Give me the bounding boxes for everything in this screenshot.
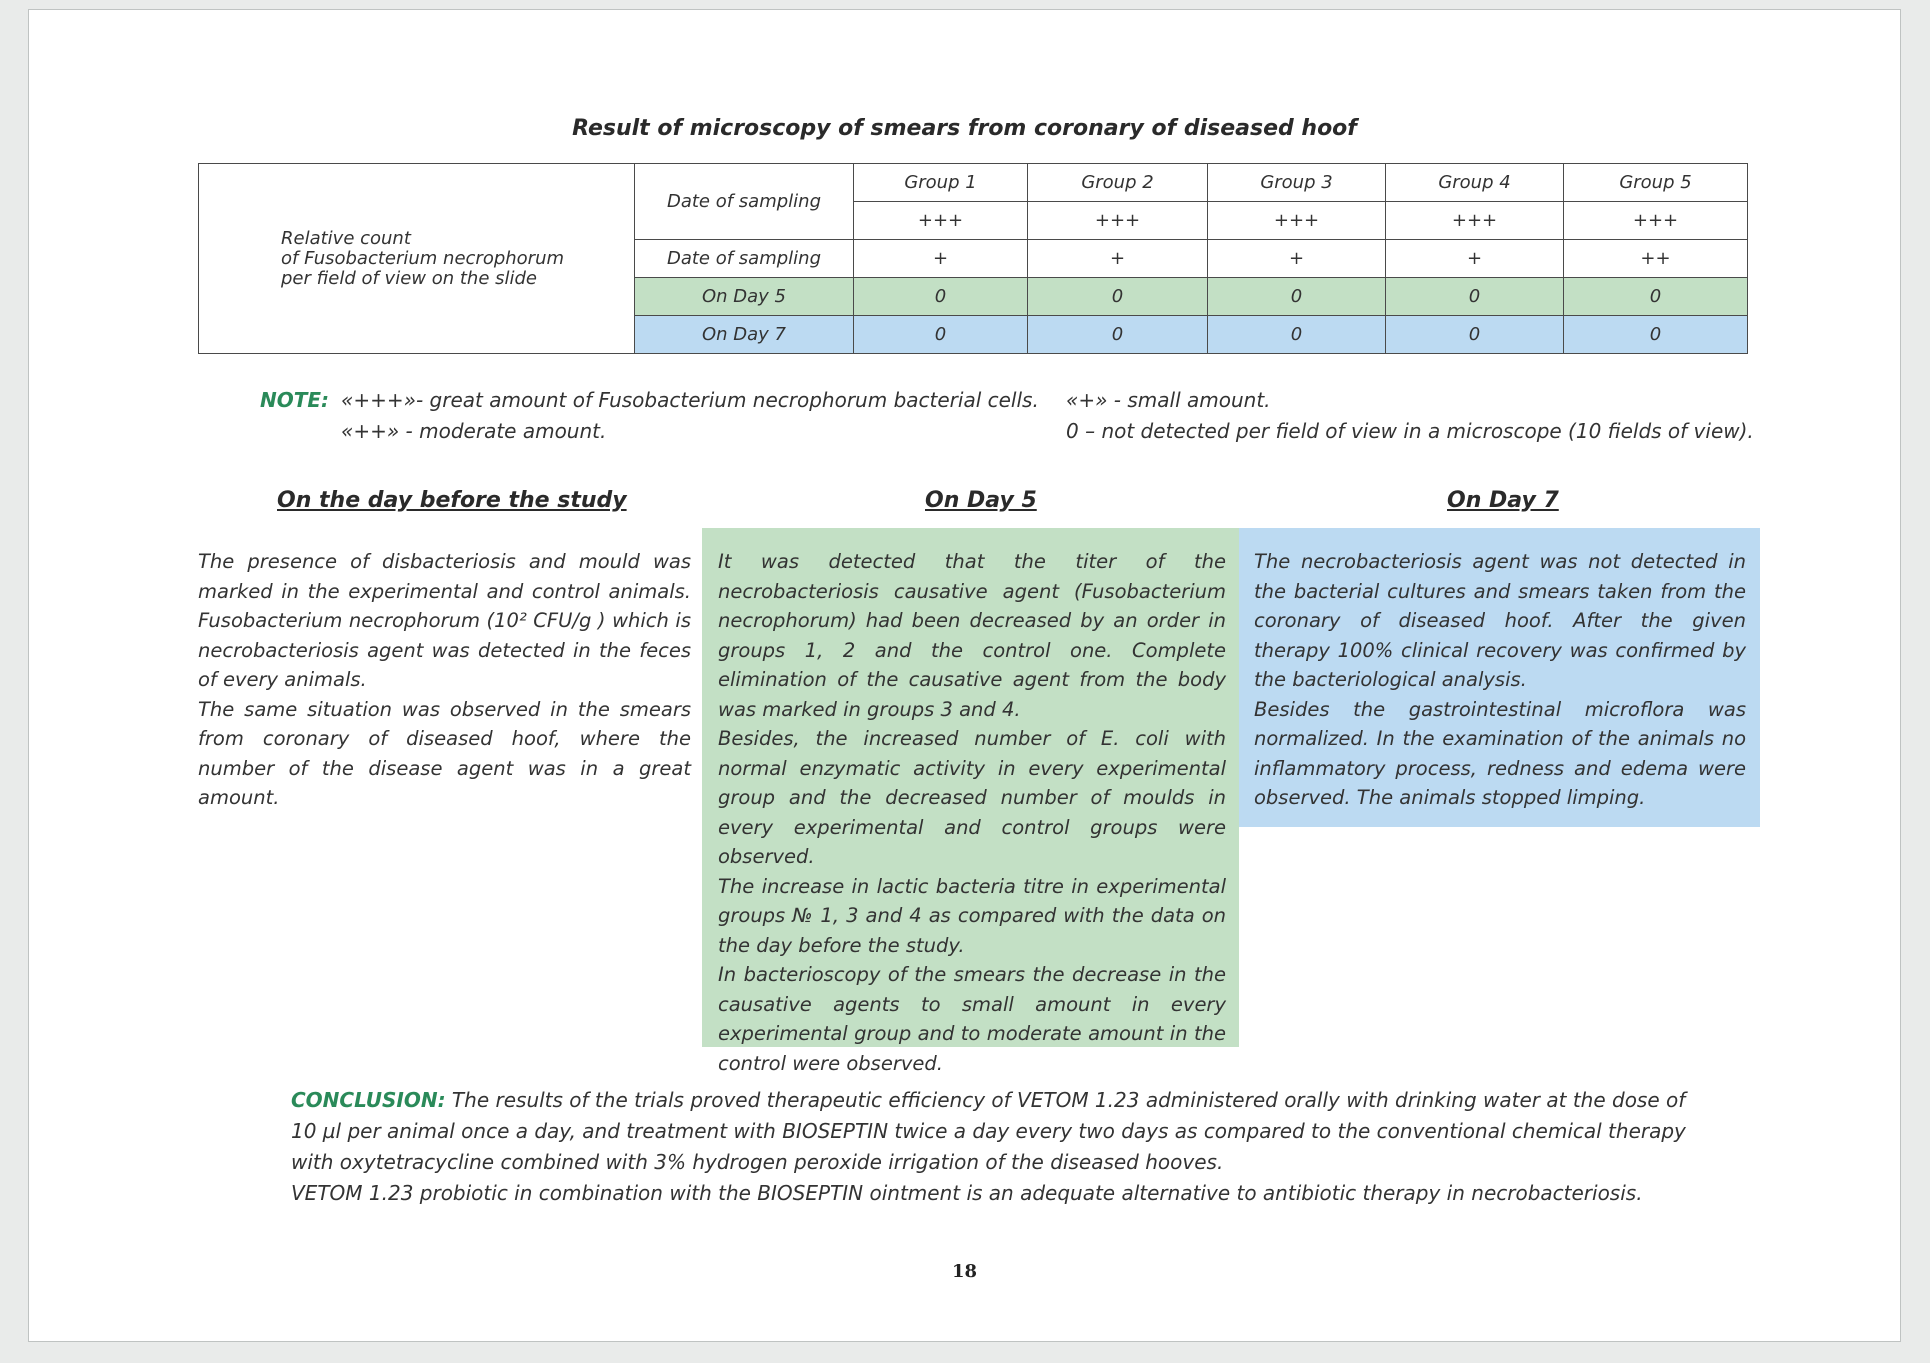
- table-cell: 0: [1028, 316, 1208, 354]
- table-cell: +++: [1386, 202, 1564, 240]
- paragraph: The increase in lactic bacteria titre in experimental groups № 1, 3 and 4 as compared with the data on the day before the study.: [718, 874, 1226, 957]
- table-row: [199, 164, 1748, 202]
- table-cell: 0: [1386, 278, 1564, 316]
- row-label-line: Relative count: [281, 227, 411, 249]
- table-cell: 0: [1028, 278, 1208, 316]
- paragraph: It was detected that the titer of the necrobacteriosis causative agent (Fusobacterium necrophorum) had been decreased by an order in groups 1, 2 and the control one. Complete elimination of the causative agent from the body was marked in groups 3 and 4.: [718, 550, 1226, 721]
- heading-day5: On Day 5: [925, 488, 1037, 513]
- note-line: 0 – not detected per field of view in a microscope (10 fields of view).: [1066, 419, 1754, 443]
- day5-panel: [702, 528, 1239, 1075]
- paragraph: The same situation was observed in the smears from coronary of diseased hoof, where the number of the disease agent was in a great amount.: [198, 697, 691, 809]
- conclusion: [291, 1085, 1691, 1209]
- table-cell: 0: [1564, 278, 1748, 316]
- table-cell: +++: [1208, 202, 1386, 240]
- note-line: «+» - small amount.: [1066, 388, 1271, 412]
- table-header-group: Group 2: [1028, 164, 1208, 202]
- table-cell-day-label: On Day 7: [635, 316, 854, 354]
- table-row-label: [199, 164, 635, 354]
- table-cell: ++: [1564, 240, 1748, 278]
- table-cell-date-label: Date of sampling: [635, 240, 854, 278]
- table-cell: 0: [1208, 316, 1386, 354]
- heading-day7: On Day 7: [1447, 488, 1559, 513]
- table-cell: +++: [1564, 202, 1748, 240]
- text-day7: [1254, 547, 1746, 813]
- row-label-line: of Fusobacterium necrophorum: [281, 247, 565, 269]
- table-cell: 0: [1564, 316, 1748, 354]
- table-cell: 0: [854, 278, 1028, 316]
- note-line: «+++»- great amount of Fusobacterium necrophorum bacterial cells.: [341, 388, 1039, 412]
- table-header-group: Group 4: [1386, 164, 1564, 202]
- table-cell: +: [854, 240, 1028, 278]
- text-day5: [718, 547, 1226, 1078]
- table-cell-day-label: On Day 5: [635, 278, 854, 316]
- paragraph: The necrobacteriosis agent was not detected in the bacterial cultures and smears taken from the coronary of diseased hoof. After the given therapy 100% clinical recovery was confirmed by the bacteriological analysis.: [1254, 550, 1746, 691]
- paragraph: Besides, the increased number of E. coli with normal enzymatic activity in every experimental group and the decreased number of moulds in every experimental and control groups were observed.: [718, 727, 1226, 868]
- table-cell: +++: [854, 202, 1028, 240]
- page-title: Result of microscopy of smears from coronary of diseased hoof: [572, 116, 1357, 141]
- table-cell: +++: [1028, 202, 1208, 240]
- results-table: [198, 163, 1748, 354]
- table-header-group: Group 3: [1208, 164, 1386, 202]
- table-cell: 0: [1208, 278, 1386, 316]
- conclusion-label: CONCLUSION:: [291, 1088, 446, 1112]
- row-label-line: per field of view on the slide: [281, 267, 537, 289]
- note-line: «++» - moderate amount.: [341, 419, 607, 443]
- document-page: [28, 9, 1901, 1342]
- conclusion-text: The results of the trials proved therapeutic efficiency of VETOM 1.23 administered orally with drinking water at the dose of 10 µl per animal once a day, and treatment with BIOSEPTIN twice a day every two days as compared to the conventional chemical therapy with oxytetracycline combined with 3% hydrogen peroxide irrigation of the diseased hooves.: [291, 1088, 1686, 1174]
- paragraph: The presence of disbacteriosis and mould was marked in the experimental and control animals. Fusobacterium necrophorum (10² CFU/g ) which is necrobacteriosis agent was detected in the feces of every animals.: [198, 550, 691, 691]
- day7-panel: [1239, 528, 1760, 827]
- conclusion-text: VETOM 1.23 probiotic in combination with the BIOSEPTIN ointment is an adequate alternative to antibiotic therapy in necrobacteriosis.: [291, 1181, 1643, 1205]
- page-number: 18: [951, 1261, 978, 1282]
- paragraph: In bacterioscopy of the smears the decrease in the causative agents to small amount in every experimental group and to moderate amount in the control were observed.: [718, 963, 1226, 1075]
- note-label: NOTE:: [260, 388, 330, 412]
- text-before-study: [198, 547, 691, 813]
- table-cell: +: [1028, 240, 1208, 278]
- table-cell-date-label: Date of sampling: [635, 164, 854, 240]
- table-cell: 0: [1386, 316, 1564, 354]
- paragraph: Besides the gastrointestinal microflora was normalized. In the examination of the animals no inflammatory process, redness and edema were observed. The animals stopped limping.: [1254, 697, 1746, 809]
- table-header-group: Group 1: [854, 164, 1028, 202]
- table-cell: +: [1386, 240, 1564, 278]
- table-cell: 0: [854, 316, 1028, 354]
- heading-before-study: On the day before the study: [277, 488, 627, 513]
- table-header-group: Group 5: [1564, 164, 1748, 202]
- table-cell: +: [1208, 240, 1386, 278]
